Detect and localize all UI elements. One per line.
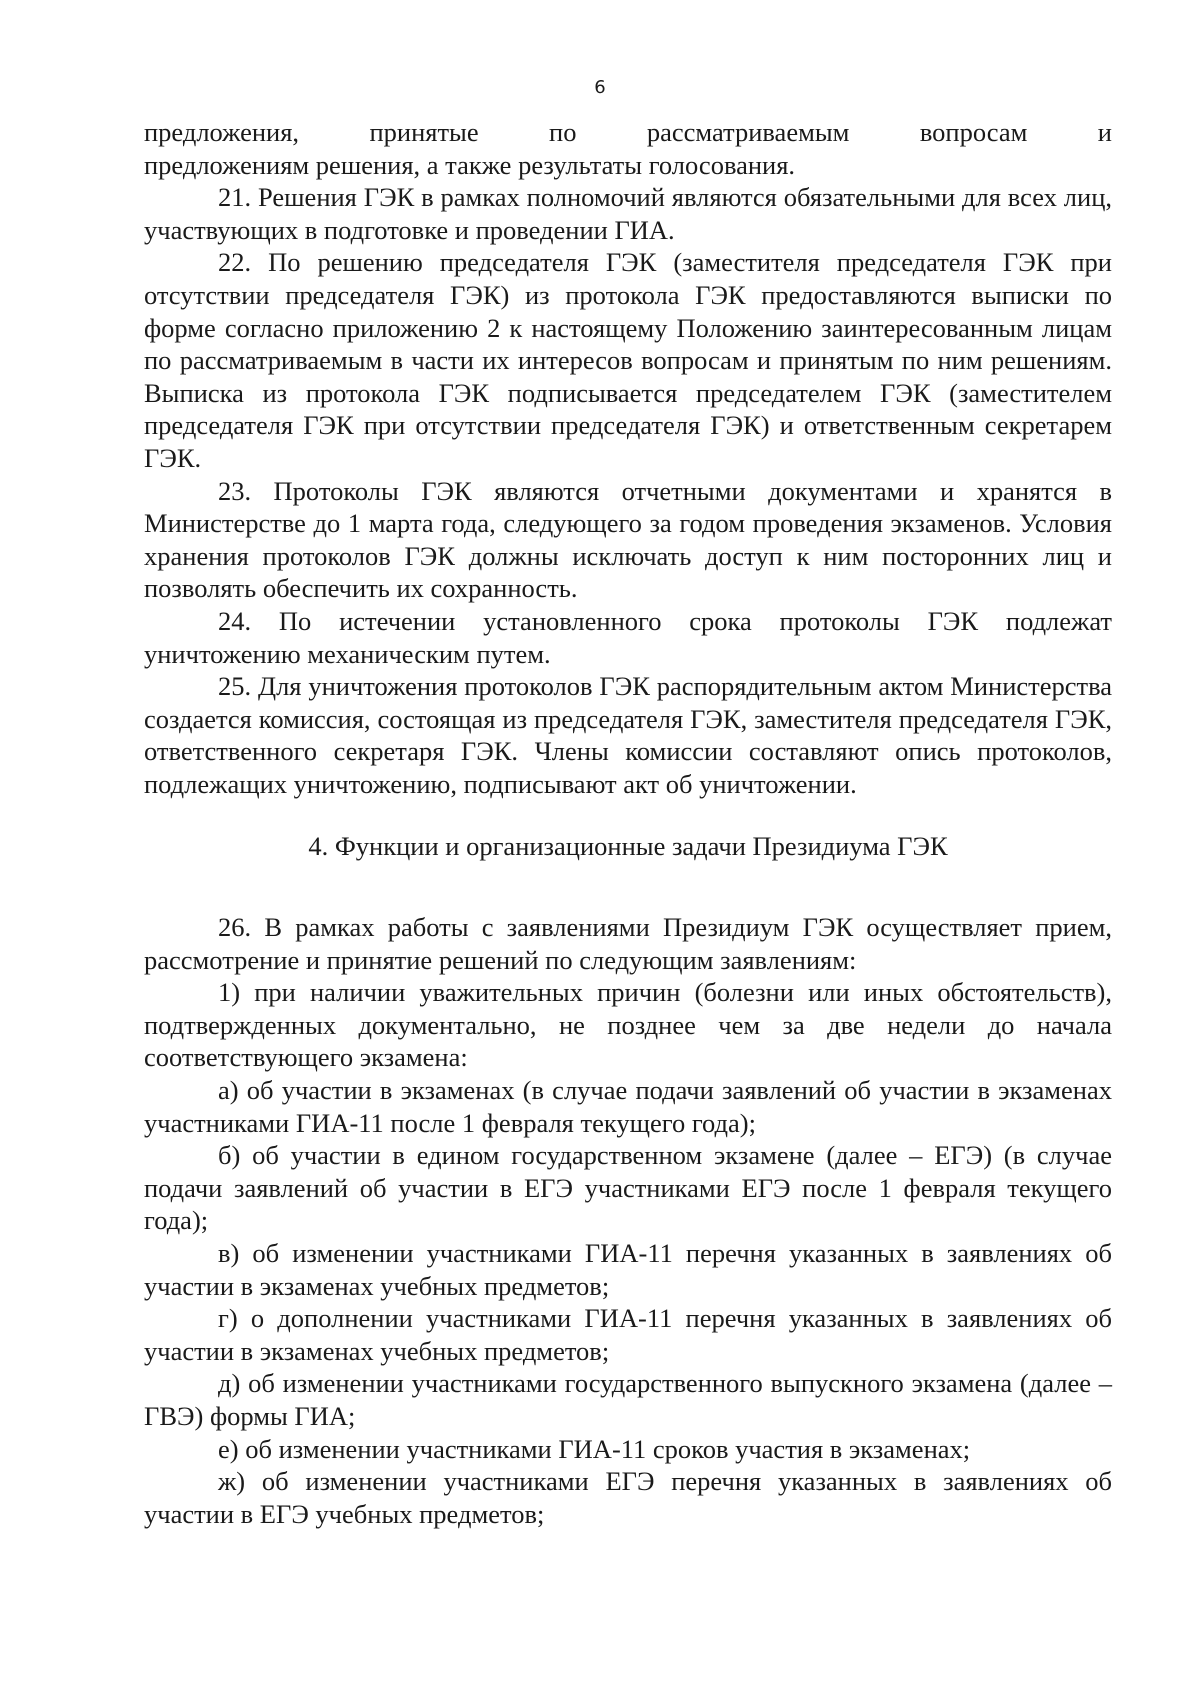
paragraph-26-subitem-v: в) об изменении участниками ГИА-11 перечня указанных в заявлениях об участии в экзаменах учебных предметов; <box>144 1238 1112 1301</box>
paragraph-21: 21. Решения ГЭК в рамках полномочий являются обязательными для всех лиц, участвующих в подготовке и проведении ГИА. <box>144 182 1112 245</box>
document-body <box>144 116 1112 1530</box>
paragraph-26: 26. В рамках работы с заявлениями Президиум ГЭК осуществляет прием, рассмотрение и принятие решений по следующим заявлениям: <box>144 912 1112 975</box>
paragraph-26-subitem-e: е) об изменении участниками ГИА-11 сроков участия в экзаменах; <box>218 1433 971 1464</box>
paragraph-26-subitem-a: а) об участии в экзаменах (в случае подачи заявлений об участии в экзаменах участниками ГИА-11 после 1 февраля текущего года); <box>144 1075 1112 1138</box>
paragraph-26-subitem-d: д) об изменении участниками государственного выпускного экзамена (далее – ГВЭ) формы ГИА; <box>144 1368 1112 1431</box>
paragraph-24: 24. По истечении установленного срока протоколы ГЭК подлежат уничтожению механическим путем. <box>144 605 1112 669</box>
section-heading-4: 4. Функции и организационные задачи Президиума ГЭК <box>308 831 948 862</box>
paragraph-continuation-line: предложения, принятые по рассматриваемым вопросам и <box>144 117 1112 147</box>
paragraph-26-subitem-g: г) о дополнении участниками ГИА-11 перечня указанных в заявлениях об участии в экзаменах учебных предметов; <box>144 1303 1112 1366</box>
paragraph-23: 23. Протоколы ГЭК являются отчетными документами и хранятся в Министерстве до 1 марта года, следующего за годом проведения экзаменов. Условия хранения протоколов ГЭК должны исключать доступ к ним посторонних лиц и позволять обеспечить их сохранность. <box>144 475 1112 604</box>
paragraph-26-subitem-zh: ж) об изменении участниками ЕГЭ перечня указанных в заявлениях об участии в ЕГЭ учебных предметов; <box>144 1466 1112 1529</box>
paragraph-22: 22. По решению председателя ГЭК (заместителя председателя ГЭК при отсутствии председателя ГЭК) из протокола ГЭК предоставляются выписки по форме согласно приложению 2 к настоящему Положению заинтересованным лицам по рассматриваемым в части их интересов вопросам и принятым по ним решениям. Выписка из протокола ГЭК подписывается председателем ГЭК (заместителем председателя ГЭК при отсутствии председателя ГЭК) и ответственным секретарем ГЭК. <box>144 247 1112 473</box>
paragraph-25: 25. Для уничтожения протоколов ГЭК распорядительным актом Министерства создается комиссия, состоящая из председателя ГЭК, заместителя председателя ГЭК, ответственного секретаря ГЭК. Члены комиссии составляют опись протоколов, подлежащих уничтожению, подписывают акт об уничтожении. <box>144 671 1112 799</box>
paragraph-26-item-1: 1) при наличии уважительных причин (болезни или иных обстоятельств), подтвержденных документально, не позднее чем за две недели до начала соответствующего экзамена: <box>144 977 1112 1073</box>
paragraph-26-subitem-b: б) об участии в едином государственном экзамене (далее – ЕГЭ) (в случае подачи заявлений об участии в ЕГЭ участниками ЕГЭ после 1 февраля текущего года); <box>144 1140 1112 1236</box>
paragraph-continuation: предложениям решения, а также результаты голосования. <box>144 149 796 180</box>
page-number: 6 <box>594 77 606 98</box>
